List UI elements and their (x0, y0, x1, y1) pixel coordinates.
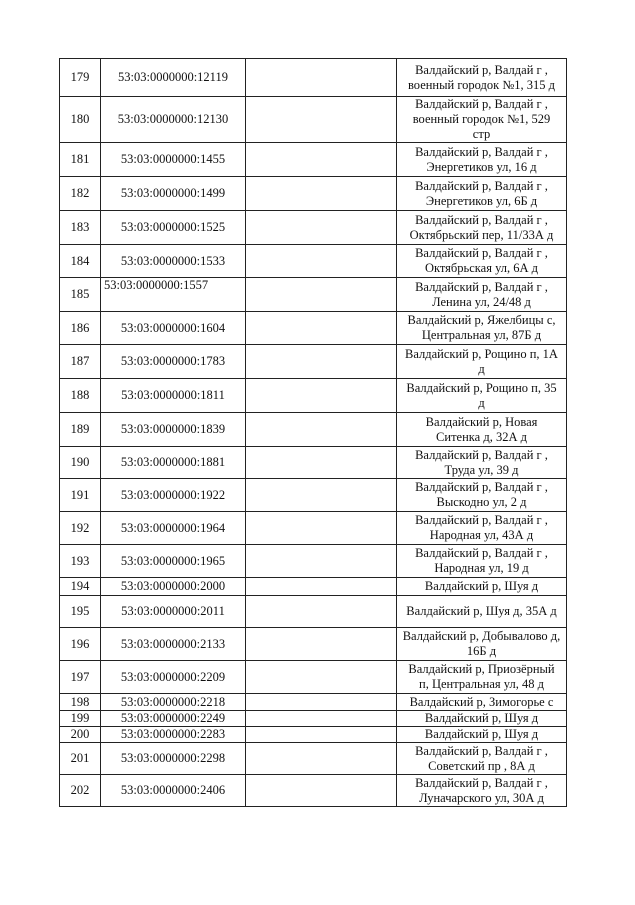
address-line: Советский пр , 8А д (428, 758, 535, 773)
cadastral-number: 53:03:0000000:1783 (101, 345, 246, 379)
address-line: Валдайский р, Валдай г , (415, 178, 548, 193)
empty-cell (246, 727, 397, 743)
table-row (60, 479, 567, 512)
table-row (60, 345, 567, 379)
address-line: Труда ул, 39 д (444, 462, 519, 477)
address-line: Валдайский р, Шуя д, 35А д (406, 604, 557, 618)
cadastral-number: 53:03:0000000:1533 (101, 245, 246, 278)
table-row (60, 59, 567, 97)
table-row (60, 661, 567, 694)
address-line: д (478, 361, 485, 376)
address-line: Валдайский р, Шуя д (424, 711, 539, 725)
table-row (60, 578, 567, 596)
address-line: Ситенка д, 32А д (436, 429, 527, 444)
address-line: Валдайский р, Добывалово д, (402, 629, 561, 643)
address-line: Валдайский р, Рощино п, 1А (405, 346, 558, 361)
cadastral-number: 53:03:0000000:2209 (101, 661, 246, 694)
address-cell (397, 447, 567, 479)
address-line: Луначарского ул, 30А д (419, 790, 544, 805)
address-line: Валдайский р, Валдай г , (415, 743, 548, 758)
row-number: 189 (60, 413, 101, 447)
table-row (60, 596, 567, 628)
table-row (60, 278, 567, 312)
address-cell (397, 97, 567, 143)
address-line: военный городок №1, 529 (412, 112, 551, 126)
row-number: 197 (60, 661, 101, 694)
address-line: Валдайский р, Валдай г , (415, 279, 548, 294)
row-number: 202 (60, 775, 101, 807)
address-line: Валдайский р, Рощино п, 35 (406, 380, 557, 395)
empty-cell (246, 278, 397, 312)
address-cell (397, 245, 567, 278)
row-number: 195 (60, 596, 101, 628)
address-line: Энергетиков ул, 6Б д (425, 193, 538, 208)
address-line: Октябрьская ул, 6А д (424, 261, 539, 275)
address-line: стр (472, 127, 491, 141)
empty-cell (246, 312, 397, 345)
address-line: Валдайский р, Приозёрный (408, 662, 555, 676)
address-cell (397, 278, 567, 312)
table-row (60, 143, 567, 177)
address-cell (397, 661, 567, 694)
address-line: Валдайский р, Шуя д (424, 579, 539, 593)
address-line: Валдайский р, Валдай г , (415, 447, 548, 462)
empty-cell (246, 661, 397, 694)
address-line: Валдайский р, Зимогорье с (409, 694, 554, 709)
cadastral-number: 53:03:0000000:2406 (101, 775, 246, 807)
table-row (60, 97, 567, 143)
cadastral-number: 53:03:0000000:1965 (101, 545, 246, 578)
table-row (60, 694, 567, 711)
address-cell (397, 775, 567, 807)
cadastral-number: 53:03:0000000:2249 (101, 711, 246, 727)
table-row (60, 775, 567, 807)
address-line: Октябрьский пер, 11/33А д (409, 227, 554, 242)
empty-cell (246, 545, 397, 578)
row-number: 201 (60, 743, 101, 775)
empty-cell (246, 775, 397, 807)
address-cell (397, 143, 567, 177)
address-cell (397, 379, 567, 413)
empty-cell (246, 177, 397, 211)
cadastral-number: 53:03:0000000:12119 (101, 59, 246, 97)
row-number: 190 (60, 447, 101, 479)
cadastral-number: 53:03:0000000:2011 (101, 596, 246, 628)
cadastral-number: 53:03:0000000:1525 (101, 211, 246, 245)
table-row (60, 413, 567, 447)
cadastral-number: 53:03:0000000:1604 (101, 312, 246, 345)
address-cell (397, 413, 567, 447)
address-line: Валдайский р, Валдай г , (415, 513, 548, 527)
cadastral-number: 53:03:0000000:2298 (101, 743, 246, 775)
empty-cell (246, 743, 397, 775)
empty-cell (246, 578, 397, 596)
address-line: Валдайский р, Валдай г , (415, 62, 548, 77)
row-number: 186 (60, 312, 101, 345)
table-row (60, 545, 567, 578)
address-line: Валдайский р, Валдай г , (415, 480, 548, 494)
row-number: 187 (60, 345, 101, 379)
empty-cell (246, 413, 397, 447)
cadastral-number: 53:03:0000000:1455 (101, 143, 246, 177)
row-number: 184 (60, 245, 101, 278)
row-number: 193 (60, 545, 101, 578)
row-number: 194 (60, 578, 101, 596)
row-number: 185 (60, 278, 101, 312)
table-row (60, 447, 567, 479)
table-row (60, 211, 567, 245)
row-number: 198 (60, 694, 101, 711)
address-cell (397, 694, 567, 711)
address-line: Народная ул, 19 д (434, 561, 529, 575)
table-row (60, 245, 567, 278)
table-body (60, 59, 567, 807)
address-line: п, Центральная ул, 48 д (419, 677, 544, 691)
cadastral-number: 53:03:0000000:2133 (101, 628, 246, 661)
address-line: Валдайский р, Валдай г , (415, 212, 548, 227)
row-number: 199 (60, 711, 101, 727)
row-number: 182 (60, 177, 101, 211)
address-cell (397, 345, 567, 379)
empty-cell (246, 345, 397, 379)
address-cell (397, 743, 567, 775)
address-line: Ленина ул, 24/48 д (432, 294, 531, 309)
property-table (59, 58, 567, 807)
row-number: 181 (60, 143, 101, 177)
address-line: Валдайский р, Валдай г , (415, 775, 548, 790)
table-row (60, 628, 567, 661)
empty-cell (246, 711, 397, 727)
empty-cell (246, 245, 397, 278)
empty-cell (246, 211, 397, 245)
empty-cell (246, 628, 397, 661)
address-line: Валдайский р, Валдай г , (415, 144, 548, 159)
table-row (60, 711, 567, 727)
empty-cell (246, 97, 397, 143)
row-number: 192 (60, 512, 101, 545)
address-line: Центральная ул, 87Б д (421, 328, 542, 342)
address-line: Валдайский р, Валдай г , (415, 546, 548, 560)
cadastral-number: 53:03:0000000:2283 (101, 727, 246, 743)
row-number: 196 (60, 628, 101, 661)
row-number: 200 (60, 727, 101, 743)
row-number: 191 (60, 479, 101, 512)
empty-cell (246, 143, 397, 177)
empty-cell (246, 447, 397, 479)
cadastral-number: 53:03:0000000:12130 (101, 97, 246, 143)
address-line: Валдайский р, Валдай г , (415, 246, 548, 260)
address-line: Валдайский р, Валдай г , (415, 97, 548, 111)
address-cell (397, 59, 567, 97)
address-cell (397, 512, 567, 545)
address-line: 16Б д (466, 644, 497, 658)
address-cell (397, 711, 567, 727)
empty-cell (246, 59, 397, 97)
address-cell (397, 596, 567, 628)
table-row (60, 312, 567, 345)
address-line: Валдайский р, Шуя д (424, 727, 539, 741)
row-number: 183 (60, 211, 101, 245)
cadastral-number: 53:03:0000000:1499 (101, 177, 246, 211)
address-cell (397, 479, 567, 512)
empty-cell (246, 479, 397, 512)
cadastral-number: 53:03:0000000:1811 (101, 379, 246, 413)
address-line: д (478, 395, 485, 410)
cadastral-number: 53:03:0000000:2218 (101, 694, 246, 711)
row-number: 180 (60, 97, 101, 143)
cadastral-number: 53:03:0000000:1557 (101, 278, 246, 312)
address-line: Выскодно ул, 2 д (436, 495, 527, 509)
address-line: Народная ул, 43А д (429, 528, 534, 542)
address-line: Валдайский р, Новая (425, 414, 538, 429)
address-cell (397, 628, 567, 661)
address-line: Валдайский р, Яжелбицы с, (407, 313, 556, 327)
table-row (60, 177, 567, 211)
empty-cell (246, 694, 397, 711)
cadastral-number: 53:03:0000000:1964 (101, 512, 246, 545)
table-row (60, 727, 567, 743)
address-cell (397, 727, 567, 743)
address-cell (397, 312, 567, 345)
address-line: военный городок №1, 315 д (407, 77, 556, 92)
cadastral-number: 53:03:0000000:1922 (101, 479, 246, 512)
table-row (60, 512, 567, 545)
address-cell (397, 545, 567, 578)
cadastral-number: 53:03:0000000:1881 (101, 447, 246, 479)
address-line: Энергетиков ул, 16 д (426, 159, 537, 174)
address-cell (397, 177, 567, 211)
row-number: 179 (60, 59, 101, 97)
cadastral-number: 53:03:0000000:2000 (101, 578, 246, 596)
address-cell (397, 211, 567, 245)
cadastral-number: 53:03:0000000:1839 (101, 413, 246, 447)
address-cell (397, 578, 567, 596)
row-number: 188 (60, 379, 101, 413)
empty-cell (246, 512, 397, 545)
empty-cell (246, 596, 397, 628)
table-row (60, 379, 567, 413)
table-row (60, 743, 567, 775)
empty-cell (246, 379, 397, 413)
